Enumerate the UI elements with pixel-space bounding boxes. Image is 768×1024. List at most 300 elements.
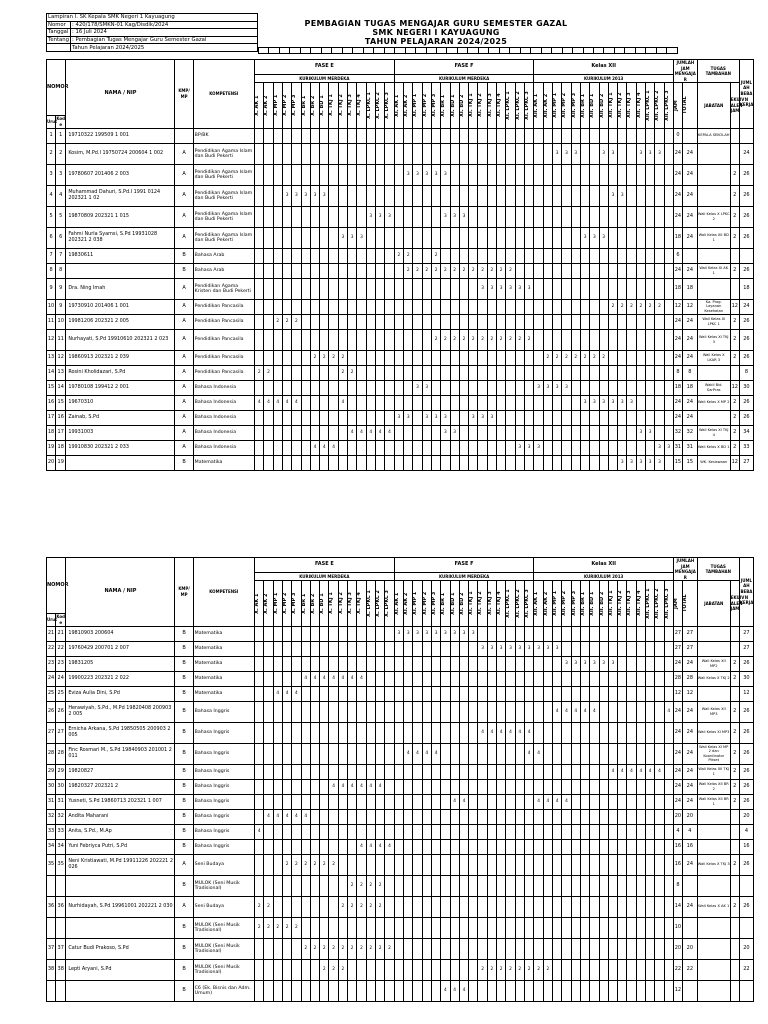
class-column-label: XI. BD 2 (458, 94, 465, 117)
hours-cell (404, 425, 413, 440)
class-column-label: X. BR 1 (300, 593, 307, 614)
hours-cell (478, 626, 487, 641)
hours-cell (282, 626, 291, 641)
class-column-label: X. TKJ 4 (356, 94, 363, 117)
hours-cell (487, 701, 496, 722)
row-ekuivalen (730, 938, 739, 959)
row-beban: 26 (739, 722, 753, 743)
hours-cell (329, 380, 338, 395)
hours-cell (655, 425, 664, 440)
hours-cell (320, 722, 329, 743)
row-beban: 26 (739, 185, 753, 206)
hours-cell (357, 764, 366, 779)
hours-cell (348, 143, 357, 164)
hours-cell: 3 (599, 656, 608, 671)
hours-cell (590, 917, 599, 938)
hours-cell (450, 938, 459, 959)
row-kmp: A (175, 440, 193, 455)
row-kode: 32 (56, 809, 66, 824)
hours-cell (534, 248, 543, 263)
hours-cell (375, 350, 384, 365)
hours-cell (553, 809, 562, 824)
hours-cell (413, 143, 422, 164)
row-jabatan: Wali Kelas XI LPKC 1 (697, 314, 730, 329)
hours-cell (608, 314, 617, 329)
hours-cell (655, 794, 664, 809)
hours-cell (590, 278, 599, 299)
hours-cell (292, 350, 301, 365)
hours-cell (357, 701, 366, 722)
hours-cell (553, 329, 562, 350)
hours-cell (320, 455, 329, 470)
hours-cell (450, 380, 459, 395)
row-jam: 24 (673, 794, 682, 809)
class-column-header (655, 581, 664, 626)
row-ekuivalen: 2 (730, 779, 739, 794)
hours-cell (450, 395, 459, 410)
hours-cell (404, 671, 413, 686)
hours-cell (404, 350, 413, 365)
hours-cell (292, 425, 301, 440)
hours-cell (385, 350, 395, 365)
class-column-label: XI. AK 1 (393, 592, 400, 615)
hours-cell (320, 701, 329, 722)
header-kurikulum-merdeka-e: KURIKULUM MERDEKA (255, 74, 395, 83)
hours-cell (645, 395, 654, 410)
row-beban (739, 980, 753, 1001)
hours-cell (301, 722, 310, 743)
hours-cell (357, 641, 366, 656)
hours-cell (618, 809, 627, 824)
hours-cell (506, 875, 515, 896)
hours-cell: 2 (338, 365, 347, 380)
hours-cell: 2 (636, 299, 645, 314)
hours-cell (506, 701, 515, 722)
hours-cell (515, 656, 524, 671)
hours-cell (292, 794, 301, 809)
class-column-header (301, 581, 310, 626)
hours-cell (338, 839, 347, 854)
teacher-row (47, 365, 754, 380)
row-kmp: A (175, 896, 193, 917)
hours-cell (580, 794, 589, 809)
hours-cell: 2 (478, 329, 487, 350)
hours-cell (664, 671, 673, 686)
row-total: 32 (682, 425, 697, 440)
hours-cell (282, 365, 291, 380)
hours-cell: 4 (506, 722, 515, 743)
competency: C6 (Ek. Bisnis dan Adm. Umum) (193, 980, 254, 1001)
hours-cell (422, 839, 431, 854)
row-total: 24 (682, 329, 697, 350)
hours-cell (264, 794, 273, 809)
teacher-row (47, 701, 754, 722)
row-ekuivalen (730, 824, 739, 839)
row-jam: 24 (673, 701, 682, 722)
hours-cell (627, 227, 636, 248)
row-jabatan (697, 164, 730, 185)
hours-cell (422, 314, 431, 329)
teacher-row (47, 455, 754, 470)
hours-cell (282, 875, 291, 896)
hours-cell (534, 164, 543, 185)
hours-cell (348, 185, 357, 206)
hours-cell (562, 686, 571, 701)
row-jam: 18 (673, 380, 682, 395)
hours-cell (636, 824, 645, 839)
hours-cell (450, 686, 459, 701)
hours-cell (571, 671, 580, 686)
hours-cell (459, 299, 468, 314)
hours-cell (394, 743, 403, 764)
hours-cell (524, 701, 534, 722)
hours-cell (543, 395, 552, 410)
hours-cell (264, 875, 273, 896)
hours-cell: 3 (515, 278, 524, 299)
hours-cell: 3 (441, 626, 450, 641)
hours-cell (282, 671, 291, 686)
hours-cell (599, 809, 608, 824)
hours-cell (627, 314, 636, 329)
hours-cell (320, 809, 329, 824)
hours-cell (366, 794, 375, 809)
hours-cell (255, 425, 264, 440)
row-total: 12 (682, 686, 697, 701)
row-kode: 35 (56, 854, 66, 875)
teacher-name (66, 980, 175, 1001)
hours-cell (506, 365, 515, 380)
hours-cell (338, 917, 347, 938)
hours-cell (571, 455, 580, 470)
hours-cell (404, 854, 413, 875)
hours-cell (608, 896, 617, 917)
hours-cell (487, 455, 496, 470)
row-kode: 23 (56, 656, 66, 671)
hours-cell (422, 440, 431, 455)
hours-cell: 2 (487, 263, 496, 278)
hours-cell (264, 656, 273, 671)
hours-cell (655, 779, 664, 794)
hours-cell (627, 875, 636, 896)
hours-cell (385, 917, 395, 938)
hours-cell (282, 779, 291, 794)
hours-cell (627, 206, 636, 227)
hours-cell: 3 (413, 380, 422, 395)
hours-cell (478, 425, 487, 440)
teacher-name (66, 455, 175, 470)
hours-cell (636, 164, 645, 185)
hours-cell (599, 875, 608, 896)
row-jam: 20 (673, 809, 682, 824)
hours-cell (413, 839, 422, 854)
teacher-name: 19820827 (66, 764, 175, 779)
hours-cell (450, 440, 459, 455)
row-kode: 5 (56, 206, 66, 227)
class-column-label: X. AK 1 (254, 593, 261, 614)
meta-row (47, 21, 258, 29)
class-column-header (413, 581, 422, 626)
hours-cell (524, 143, 534, 164)
hours-cell: 2 (506, 329, 515, 350)
hours-cell (385, 143, 395, 164)
hours-cell (469, 164, 478, 185)
row-beban (739, 875, 753, 896)
row-ekuivalen (730, 980, 739, 1001)
hours-cell (366, 656, 375, 671)
hours-cell (562, 455, 571, 470)
hours-cell (394, 440, 403, 455)
hours-cell (255, 686, 264, 701)
hours-cell (627, 128, 636, 143)
hours-cell (273, 299, 282, 314)
hours-cell: 2 (320, 854, 329, 875)
hours-cell (273, 128, 282, 143)
row-urut: 19 (47, 440, 56, 455)
teacher-row (47, 779, 754, 794)
hours-cell (636, 743, 645, 764)
hours-cell: 2 (450, 263, 459, 278)
hours-cell (562, 839, 571, 854)
hours-cell (487, 227, 496, 248)
row-ekuivalen: 2 (730, 701, 739, 722)
hours-cell (329, 395, 338, 410)
hours-cell (255, 701, 264, 722)
hours-cell (459, 722, 468, 743)
hours-cell (627, 626, 636, 641)
hours-cell: 2 (348, 938, 357, 959)
row-ekuivalen (730, 917, 739, 938)
hours-cell (627, 410, 636, 425)
hours-cell (292, 329, 301, 350)
hours-cell: 3 (580, 395, 589, 410)
hours-cell (292, 824, 301, 839)
hours-cell (627, 701, 636, 722)
hours-cell (338, 278, 347, 299)
hours-cell (478, 824, 487, 839)
hours-cell (599, 722, 608, 743)
hours-cell (506, 314, 515, 329)
teacher-row (47, 227, 754, 248)
hours-cell (450, 722, 459, 743)
hours-cell (320, 917, 329, 938)
header-fase-e: FASE E (255, 558, 395, 573)
hours-cell (478, 380, 487, 395)
hours-cell (357, 794, 366, 809)
hours-cell (599, 938, 608, 959)
hours-cell (255, 671, 264, 686)
hours-cell (450, 248, 459, 263)
row-jabatan (697, 641, 730, 656)
hours-cell (255, 764, 264, 779)
hours-cell (553, 917, 562, 938)
hours-cell (562, 440, 571, 455)
hours-cell (543, 743, 552, 764)
row-jam: 24 (673, 206, 682, 227)
hours-cell (450, 656, 459, 671)
hours-cell (310, 227, 319, 248)
hours-cell (310, 959, 319, 980)
hours-cell (618, 350, 627, 365)
row-kmp: A (175, 185, 193, 206)
row-kode: 28 (56, 743, 66, 764)
class-column-label: XII. MP 2 (561, 590, 568, 617)
class-column-label: XII. MP 2 (561, 92, 568, 119)
hours-cell (273, 206, 282, 227)
hours-cell (478, 299, 487, 314)
hours-cell (478, 395, 487, 410)
class-column-label: XI. TKJ 2 (477, 591, 484, 616)
row-ekuivalen (730, 248, 739, 263)
row-kmp: A (175, 206, 193, 227)
header-jabatan: JABATAN (697, 581, 730, 626)
hours-cell (459, 656, 468, 671)
hours-cell (534, 917, 543, 938)
hours-cell (273, 896, 282, 917)
hours-cell: 3 (301, 185, 310, 206)
hours-cell (543, 686, 552, 701)
hours-cell (338, 299, 347, 314)
hours-cell (329, 128, 338, 143)
hours-cell (431, 959, 440, 980)
hours-cell (320, 329, 329, 350)
hours-cell (375, 794, 384, 809)
hours-cell (255, 314, 264, 329)
hours-cell (497, 839, 506, 854)
row-jam: 24 (673, 350, 682, 365)
row-jabatan: Wali Kelas X LKAR 3 (697, 350, 730, 365)
hours-cell: 3 (450, 206, 459, 227)
hours-cell (366, 329, 375, 350)
hours-cell (515, 917, 524, 938)
hours-cell (543, 410, 552, 425)
hours-cell (590, 410, 599, 425)
hours-cell (310, 779, 319, 794)
hours-cell: 3 (553, 143, 562, 164)
hours-cell (385, 980, 395, 1001)
class-column-label: XII. TKJ 4 (635, 590, 642, 617)
hours-cell (310, 143, 319, 164)
hours-cell (534, 764, 543, 779)
hours-cell (292, 227, 301, 248)
hours-cell (655, 410, 664, 425)
teacher-name (66, 263, 175, 278)
hours-cell (431, 365, 440, 380)
hours-cell (636, 206, 645, 227)
hours-cell (469, 722, 478, 743)
row-jabatan (697, 809, 730, 824)
hours-cell (636, 701, 645, 722)
hours-cell (431, 824, 440, 839)
class-column-header (599, 83, 608, 128)
row-kmp: B (175, 779, 193, 794)
hours-cell (394, 329, 403, 350)
header-kompetensi: KOMPETENSI (193, 558, 254, 627)
hours-cell (431, 809, 440, 824)
hours-cell: 3 (404, 626, 413, 641)
hours-cell (357, 743, 366, 764)
hours-cell: 2 (385, 938, 395, 959)
hours-cell (348, 314, 357, 329)
hours-cell (469, 839, 478, 854)
hours-cell (608, 248, 617, 263)
hours-cell: 2 (571, 350, 580, 365)
hours-cell: 2 (338, 896, 347, 917)
class-column-label: XI. AK 2 (403, 94, 410, 117)
hours-cell (599, 824, 608, 839)
teacher-row (47, 959, 754, 980)
hours-cell (404, 641, 413, 656)
hours-cell (487, 743, 496, 764)
hours-cell: 2 (292, 917, 301, 938)
teacher-row (47, 671, 754, 686)
hours-cell (571, 875, 580, 896)
teacher-name: Andita Maharani (66, 809, 175, 824)
hours-cell (664, 350, 673, 365)
hours-cell (422, 365, 431, 380)
hours-cell (599, 314, 608, 329)
hours-cell (375, 917, 384, 938)
hours-cell (404, 278, 413, 299)
hours-cell (366, 917, 375, 938)
class-column-label: X. LPKC 1 (365, 92, 372, 119)
hours-cell (301, 896, 310, 917)
row-urut: 3 (47, 164, 56, 185)
hours-cell (608, 455, 617, 470)
row-kode: 17 (56, 425, 66, 440)
row-kode: 13 (56, 365, 66, 380)
hours-cell (608, 854, 617, 875)
hours-cell (394, 656, 403, 671)
hours-cell (310, 206, 319, 227)
hours-cell (562, 365, 571, 380)
strip-cell (583, 47, 593, 54)
hours-cell (282, 227, 291, 248)
hours-cell (441, 185, 450, 206)
hours-cell: 3 (497, 641, 506, 656)
hours-cell: 2 (469, 329, 478, 350)
row-total: 24 (682, 206, 697, 227)
row-beban: 33 (739, 440, 753, 455)
hours-cell (255, 455, 264, 470)
hours-cell (282, 143, 291, 164)
hours-cell (487, 248, 496, 263)
hours-cell (618, 314, 627, 329)
hours-cell (413, 779, 422, 794)
header-total-label: TOTAL (681, 96, 688, 115)
hours-cell (618, 206, 627, 227)
teacher-row (47, 875, 754, 896)
hours-cell (450, 143, 459, 164)
hours-cell (553, 824, 562, 839)
hours-cell (431, 314, 440, 329)
row-jabatan: Wali Kelas X TKJ 2 (697, 671, 730, 686)
hours-cell (580, 365, 589, 380)
hours-cell (459, 779, 468, 794)
hours-cell (636, 686, 645, 701)
hours-cell (580, 896, 589, 917)
hours-cell (618, 365, 627, 380)
hours-cell (608, 350, 617, 365)
hours-cell (608, 641, 617, 656)
hours-cell (357, 455, 366, 470)
hours-cell (273, 626, 282, 641)
hours-cell (338, 686, 347, 701)
hours-cell: 3 (413, 164, 422, 185)
hours-cell (375, 722, 384, 743)
hours-cell (627, 656, 636, 671)
hours-cell (571, 980, 580, 1001)
hours-cell (590, 128, 599, 143)
